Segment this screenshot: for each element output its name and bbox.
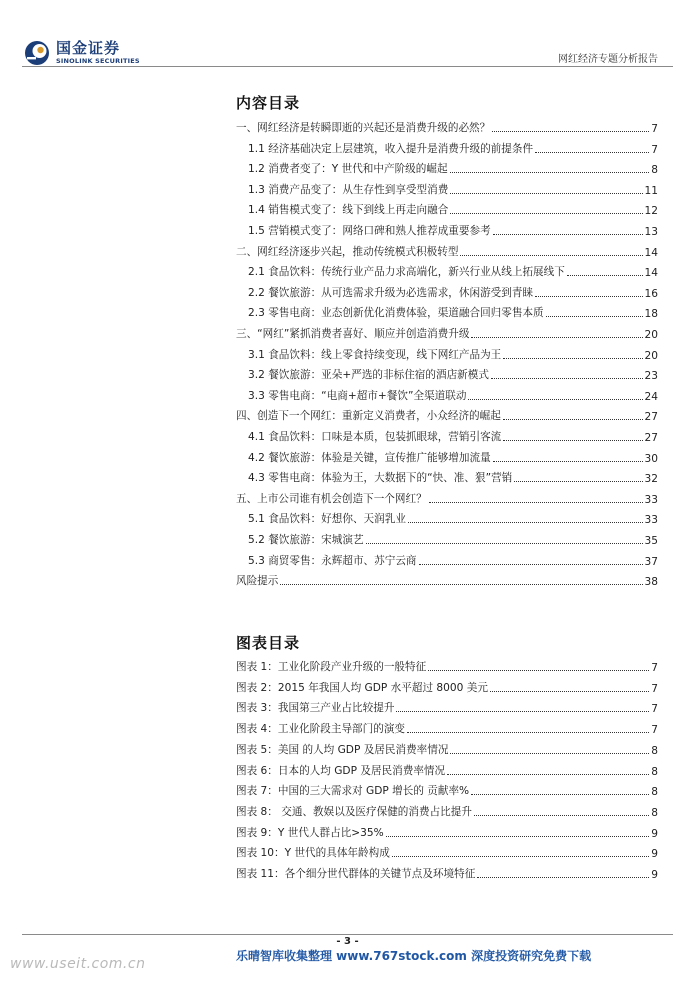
report-type-label: 网红经济专题分析报告 <box>558 54 658 65</box>
entry-page-number: 8 <box>651 806 658 819</box>
entry-title: 四、创造下一个网红：重新定义消费者，小众经济的崛起 <box>236 410 501 423</box>
entry-page-number: 20 <box>644 349 658 362</box>
entry-title: 图表 5：美国 的人均 GDP 及居民消费率情况 <box>236 743 449 756</box>
toc-entry[interactable] <box>236 490 658 506</box>
entry-title: 5.3 商贸零售：永辉超市、苏宁云商 <box>248 554 417 567</box>
entry-title: 4.2 餐饮旅游：体验是关键，宣传推广能够增加流量 <box>248 451 491 464</box>
entry-page-number: 7 <box>651 123 658 135</box>
toc-entry[interactable] <box>248 469 658 485</box>
dot-leader <box>460 255 642 256</box>
entry-page-number: 7 <box>651 682 658 695</box>
entry-page-number: 8 <box>651 744 658 757</box>
dot-leader <box>407 732 649 733</box>
dot-leader <box>491 378 643 379</box>
figure-entry[interactable] <box>236 762 658 778</box>
toc-entry[interactable] <box>248 140 658 156</box>
dot-leader <box>450 213 642 214</box>
dot-leader <box>490 691 649 692</box>
entry-page-number: 35 <box>644 535 658 547</box>
toc-entry[interactable] <box>248 263 658 279</box>
toc-entry[interactable] <box>248 366 658 382</box>
dot-leader <box>474 815 649 816</box>
dot-leader <box>493 234 643 235</box>
entry-page-number: 7 <box>651 143 658 156</box>
entry-page-number: 24 <box>644 390 658 403</box>
entry-title: 图表 2：2015 年我国人均 GDP 水平超过 8000 美元 <box>236 681 488 694</box>
entry-page-number: 14 <box>644 246 658 259</box>
dot-leader <box>450 172 650 173</box>
entry-title: 4.3 零售电商：体验为王，大数据下的“快、准、狠”营销 <box>248 472 513 485</box>
entry-title: 5.2 餐饮旅游：宋城演艺 <box>248 534 364 546</box>
figure-entry[interactable] <box>236 844 658 860</box>
entry-title: 1.2 消费者变了：Y 世代和中产阶级的崛起 <box>248 163 448 176</box>
dot-leader <box>450 193 642 194</box>
figure-entry[interactable] <box>236 658 658 674</box>
dot-leader <box>503 419 643 420</box>
figure-entry[interactable] <box>236 782 658 798</box>
figures-title: 图表目录 <box>236 634 301 652</box>
entry-page-number: 18 <box>644 308 658 321</box>
entry-title: 图表 4：工业化阶段主导部门的演变 <box>236 723 406 736</box>
dot-leader <box>428 670 649 671</box>
toc-entry[interactable] <box>236 119 658 135</box>
dot-leader <box>477 877 649 878</box>
entry-title: 1.3 消费产品变了：从生存性到享受型消费 <box>248 183 449 196</box>
dot-leader <box>492 131 649 132</box>
footer-divider <box>22 934 673 935</box>
dot-leader <box>471 337 642 338</box>
toc-entry[interactable] <box>248 552 658 568</box>
toc-entry[interactable] <box>248 160 658 176</box>
dot-leader <box>408 522 643 523</box>
entry-page-number: 11 <box>644 184 658 197</box>
entry-title: 图表 10：Y 世代的具体年龄构成 <box>236 847 390 860</box>
entry-title: 五、上市公司谁有机会创造下一个网红？ <box>236 492 427 505</box>
entry-page-number: 12 <box>644 205 658 218</box>
toc-entry[interactable] <box>248 531 658 547</box>
entry-title: 图表 6：日本的人均 GDP 及居民消费率情况 <box>236 764 446 777</box>
entry-page-number: 8 <box>651 786 658 799</box>
entry-title: 3.3 零售电商：“电商+超市+餐饮”全渠道联动 <box>248 389 467 402</box>
entry-title: 图表 11：各个细分世代群体的关键节点及环境特征 <box>236 868 476 880</box>
entry-page-number: 30 <box>644 452 658 465</box>
entry-title: 4.1 食品饮料：口味是本质，包装抓眼球，营销引客流 <box>248 431 502 443</box>
toc-entry[interactable] <box>236 407 658 423</box>
entry-title: 图表 3：我国第三产业占比较提升 <box>236 702 395 715</box>
entry-title: 3.2 餐饮旅游：亚朵+严选的非标住宿的酒店新模式 <box>248 369 489 382</box>
entry-title: 5.1 食品饮料：好想你、天润乳业 <box>248 513 406 526</box>
entry-title: 一、网红经济是转瞬即逝的兴起还是消费升级的必然？ <box>236 122 491 134</box>
entry-page-number: 7 <box>651 662 658 674</box>
figure-entry[interactable] <box>236 824 658 840</box>
dot-leader <box>450 753 649 754</box>
dot-leader <box>471 794 649 795</box>
entry-title: 图表 7：中国的三大需求对 GDP 增长的 贡献率% <box>236 785 470 798</box>
toc-title: 内容目录 <box>236 94 301 112</box>
entry-page-number: 14 <box>644 267 658 280</box>
figure-entry[interactable] <box>236 865 658 881</box>
figure-entry[interactable] <box>236 803 658 819</box>
dot-leader <box>392 856 649 857</box>
toc-entry[interactable] <box>248 304 658 320</box>
toc-entry[interactable] <box>248 428 658 444</box>
toc-entry[interactable] <box>236 325 658 341</box>
toc-entry[interactable] <box>248 346 658 362</box>
dot-leader <box>429 502 643 503</box>
dot-leader <box>280 584 642 585</box>
entry-title: 1.1 经济基础决定上层建筑，收入提升是消费升级的前提条件 <box>248 142 534 155</box>
dot-leader <box>546 316 643 317</box>
entry-page-number: 23 <box>644 370 658 383</box>
dot-leader <box>419 564 643 565</box>
dot-leader <box>366 543 643 544</box>
dot-leader <box>468 399 642 400</box>
toc-entry[interactable] <box>248 510 658 526</box>
toc-entry[interactable] <box>236 243 658 259</box>
dot-leader <box>535 296 642 297</box>
entry-page-number: 8 <box>651 765 658 778</box>
toc-entry[interactable] <box>248 201 658 217</box>
dot-leader <box>503 440 642 441</box>
figure-entry[interactable] <box>236 679 658 695</box>
toc-entry[interactable] <box>236 572 658 588</box>
sinolink-logo-icon <box>24 40 50 66</box>
dot-leader <box>493 461 643 462</box>
download-banner[interactable]: 乐晴智库收集整理 www.767stock.com 深度投资研究免费下载 <box>236 949 592 963</box>
entry-page-number: 9 <box>651 827 658 840</box>
entry-title: 图表 8： 交通、教娱以及医疗保健的消费占比提升 <box>236 805 472 818</box>
entry-page-number: 27 <box>644 432 658 444</box>
entry-page-number: 7 <box>651 703 658 716</box>
entry-page-number: 32 <box>644 473 658 486</box>
entry-title: 1.5 营销模式变了：网络口碑和熟人推荐成重要参考 <box>248 225 491 237</box>
watermark-text: www.useit.com.cn <box>10 956 146 972</box>
entry-page-number: 16 <box>644 287 658 300</box>
entry-page-number: 38 <box>644 576 658 589</box>
toc-entry[interactable] <box>248 222 658 238</box>
figure-entry[interactable] <box>236 720 658 736</box>
page-header <box>0 0 695 70</box>
dot-leader <box>535 152 649 153</box>
entry-title: 2.3 零售电商：业态创新优化消费体验，渠道融合回归零售本质 <box>248 307 544 320</box>
figure-entry[interactable] <box>236 741 658 757</box>
toc-entry[interactable] <box>248 181 658 197</box>
dot-leader <box>514 481 642 482</box>
entry-title: 3.1 食品饮料：线上零食持续变现，线下网红产品为王 <box>248 348 502 361</box>
entry-page-number: 20 <box>644 329 658 341</box>
entry-page-number: 9 <box>651 848 658 861</box>
entry-page-number: 33 <box>644 493 658 506</box>
entry-title: 1.4 销售模式变了：线下到线上再走向融合 <box>248 204 449 217</box>
entry-page-number: 37 <box>644 555 658 568</box>
entry-page-number: 27 <box>644 411 658 424</box>
entry-page-number: 13 <box>644 226 658 238</box>
entry-page-number: 9 <box>651 869 658 881</box>
page-number: - 3 - <box>336 936 359 947</box>
company-logo <box>24 40 140 66</box>
toc-entry[interactable] <box>248 284 658 300</box>
entry-page-number: 7 <box>651 724 658 737</box>
entry-title: 图表 1：工业化阶段产业升级的一般特征 <box>236 661 427 673</box>
dot-leader <box>503 358 642 359</box>
figure-entry[interactable] <box>236 699 658 715</box>
entry-page-number: 8 <box>651 164 658 177</box>
entry-title: 二、网红经济逐步兴起，推动传统模式积极转型 <box>236 245 459 258</box>
entry-title: 图表 9：Y 世代人群占比>35% <box>236 826 384 839</box>
entry-title: 风险提示 <box>236 575 279 588</box>
entry-title: 2.1 食品饮料：传统行业产品力求高端化，新兴行业从线上拓展线下 <box>248 266 565 279</box>
dot-leader <box>396 711 649 712</box>
toc-entry[interactable] <box>248 449 658 465</box>
header-divider <box>22 66 673 67</box>
toc-entry[interactable] <box>248 387 658 403</box>
dot-leader <box>447 774 649 775</box>
logo-english-name: SINOLINK SECURITIES <box>56 57 140 66</box>
logo-chinese-name: 国金证券 <box>56 39 121 58</box>
entry-page-number: 33 <box>644 514 658 527</box>
entry-title: 三、“网红”紧抓消费者喜好、顺应并创造消费升级 <box>236 328 470 340</box>
entry-title: 2.2 餐饮旅游：从可选需求升级为必选需求，休闲游受到青睐 <box>248 286 534 299</box>
dot-leader <box>386 836 650 837</box>
dot-leader <box>567 275 643 276</box>
